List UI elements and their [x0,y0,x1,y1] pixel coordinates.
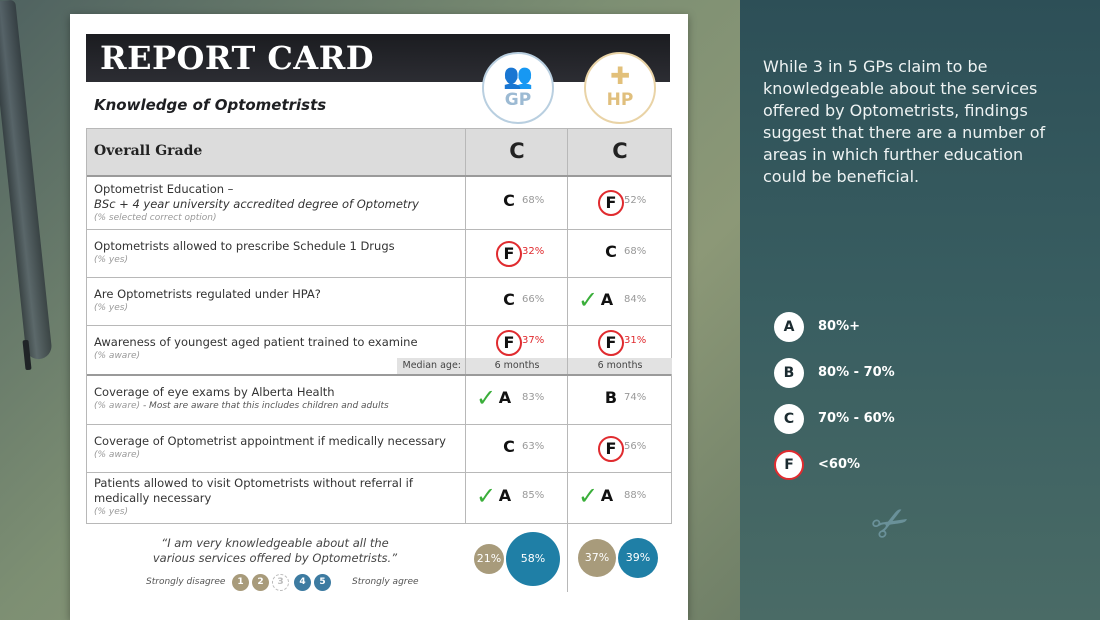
summary-text: While 3 in 5 GPs claim to be knowledgeable about the services offered by Optometrists, findings suggest that there are a number of areas in which further education could be beneficial. [763,57,1046,186]
pct-hp: 74% [624,392,647,403]
check-icon: ✓ [476,482,497,510]
legend-grade: B [774,358,804,388]
gp-agree-bubble: 58% [506,532,560,586]
legend-label: 70% - 60% [818,411,895,426]
scale-point: 5 [314,574,331,591]
grade-hp: A [600,486,614,505]
pct-gp: 66% [522,293,545,305]
question-text: Patients allowed to visit Optometrists without referral if [94,476,413,490]
question-note: (% yes) [94,507,128,517]
table-row [87,278,671,326]
hp-agree-bubble: 39% [618,538,658,578]
grades-table [86,128,672,524]
scale-left-label: Strongly disagree [146,577,226,587]
grade-hp: F [598,190,624,216]
table-row [87,326,671,376]
quote-line-1: “I am very knowledgeable about all the [161,536,389,550]
check-icon: ✓ [578,482,599,510]
pct-hp: 56% [624,440,647,452]
people-icon: 👥 [503,62,533,90]
gp-disagree-bubble: 21% [474,544,504,574]
legend-label: <60% [818,457,861,472]
agreement-quote [140,536,410,566]
grade-gp: C [503,191,515,210]
grade-gp: A [498,486,512,505]
scale-point: 1 [232,574,249,591]
table-row [87,177,671,230]
question-text: Optometrist Education – [94,182,234,196]
overall-grade-row [87,129,671,177]
pct-gp: 68% [522,195,545,206]
overall-grade-gp: C [509,139,525,163]
question-text: Awareness of youngest aged patient trained to examine [94,335,418,349]
question-text-line2: medically necessary [94,491,212,505]
legend-label: 80%+ [818,319,861,334]
gp-badge-label: GP [504,90,532,110]
question-note: (% aware) [94,401,141,411]
grade-hp: C [605,241,617,261]
grade-legend [774,312,974,496]
median-age-hp: 6 months [568,358,672,374]
legend-label: 80% - 70% [818,365,895,380]
legend-item [774,312,974,358]
report-header [86,34,670,82]
legend-item [774,358,974,404]
legend-item [774,450,974,496]
question-text: Coverage of eye exams by Alberta Health [94,385,335,399]
binder-clip-icon: ✂ [862,492,920,556]
check-icon: ✓ [578,285,599,314]
column-divider [567,514,568,592]
pct-hp: 52% [624,195,647,206]
question-text: Coverage of Optometrist appointment if medically necessary [94,434,446,448]
table-row [87,376,671,425]
question-note: (% yes) [94,255,128,265]
grade-gp: C [503,289,515,309]
table-row [87,473,671,523]
check-icon: ✓ [476,384,497,412]
hp-badge [584,52,656,124]
question-text: Optometrists allowed to prescribe Schedule 1 Drugs [94,239,395,253]
hp-badge-label: HP [606,90,634,110]
scale-point: 2 [252,574,269,591]
pct-hp: 68% [624,245,647,257]
pct-hp: 84% [624,293,647,305]
legend-grade: C [774,404,804,434]
pct-hp: 88% [624,490,647,501]
grade-hp: A [600,289,614,309]
pct-hp: 31% [624,335,647,346]
pct-gp: 37% [522,335,545,346]
question-note: (% yes) [94,303,128,313]
scale-point: 4 [294,574,311,591]
question-note: (% aware) [94,450,141,460]
pct-gp: 83% [522,392,545,403]
grade-gp: C [503,436,515,456]
scale-right-label: Strongly agree [352,577,419,587]
legend-grade: A [774,312,804,342]
question-note: (% aware) [94,351,141,361]
question-note: (% selected correct option) [94,213,217,223]
grade-hp: F [598,330,624,356]
hp-disagree-bubble: 37% [578,539,616,577]
report-card [70,14,688,620]
question-note-extra: - Most are aware that this includes children and adults [140,401,389,411]
table-row [87,425,671,473]
grade-gp: A [498,388,512,407]
median-age-label: Median age: [397,358,465,374]
grade-gp: F [496,330,522,356]
overall-grade-hp: C [612,139,628,163]
grade-hp: F [598,436,624,462]
table-row [87,230,671,278]
question-detail: BSc + 4 year university accredited degree of Optometry [94,197,419,211]
pct-gp: 63% [522,440,545,452]
pct-gp: 85% [522,490,545,501]
hands-cross-icon: ✚ [609,62,631,90]
gp-badge [482,52,554,124]
pct-gp: 32% [522,245,545,257]
report-subtitle: Knowledge of Optometrists [94,96,327,114]
legend-item [774,404,974,450]
report-title: REPORT CARD [100,39,375,77]
scale-point: 3 [272,574,289,591]
agreement-scale [146,574,446,592]
legend-grade: F [774,450,804,480]
overall-grade-label: Overall Grade [94,143,203,159]
median-age-gp: 6 months [466,358,568,374]
grade-gp: F [496,241,522,267]
quote-line-2: various services offered by Optometrists.” [152,551,398,565]
grade-hp: B [604,388,618,407]
question-text: Are Optometrists regulated under HPA? [94,287,321,301]
